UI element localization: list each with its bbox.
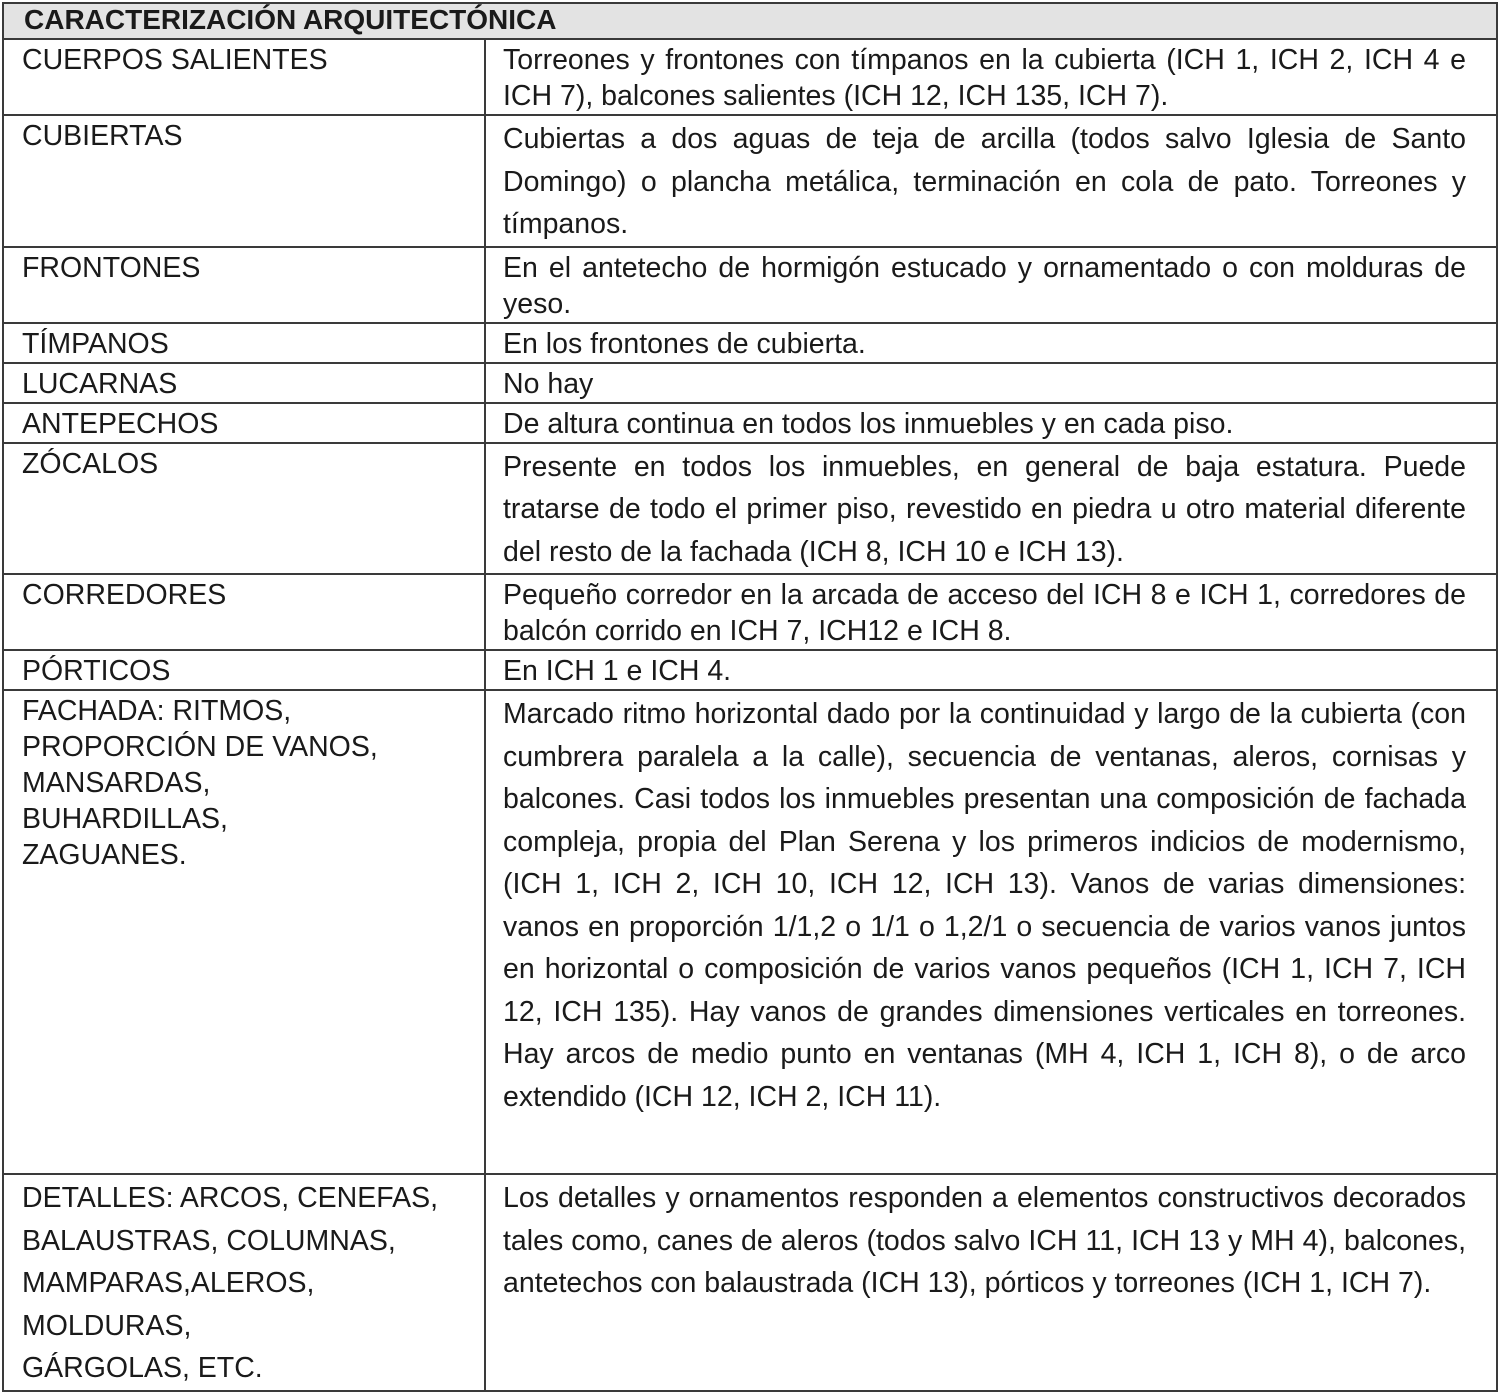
table-row xyxy=(3,363,1497,403)
row-label: CUERPOS SALIENTES xyxy=(3,39,485,115)
row-label: PÓRTICOS xyxy=(3,650,485,690)
table-row xyxy=(3,574,1497,650)
row-label: FACHADA: RITMOS, PROPORCIÓN DE VANOS, MANSARDAS, BUHARDILLAS, ZAGUANES. xyxy=(3,690,485,1174)
row-text: En el antetecho de hormigón estucado y ornamentado o con molduras de yeso. xyxy=(485,247,1497,323)
row-text: Los detalles y ornamentos responden a elementos constructivos decorados tales como, canes de aleros (todos salvo ICH 11, ICH 13 y MH 4), balcones, antetechos con balaustrada (ICH 13), pórticos y torreones (ICH 1, ICH 7). xyxy=(485,1174,1497,1391)
table-row xyxy=(3,115,1497,247)
row-text: No hay xyxy=(485,363,1497,403)
row-text: En ICH 1 e ICH 4. xyxy=(485,650,1497,690)
row-text: De altura continua en todos los inmuebles y en cada piso. xyxy=(485,403,1497,443)
row-text: Pequeño corredor en la arcada de acceso del ICH 8 e ICH 1, corredores de balcón corrido en ICH 7, ICH12 e ICH 8. xyxy=(485,574,1497,650)
row-label: ANTEPECHOS xyxy=(3,403,485,443)
row-label: FRONTONES xyxy=(3,247,485,323)
table-row xyxy=(3,247,1497,323)
row-label: TÍMPANOS xyxy=(3,323,485,363)
row-label: ZÓCALOS xyxy=(3,443,485,575)
architectural-characterization-table xyxy=(2,2,1498,1392)
row-text: En los frontones de cubierta. xyxy=(485,323,1497,363)
row-text: Cubiertas a dos aguas de teja de arcilla (todos salvo Iglesia de Santo Domingo) o plancha metálica, terminación en cola de pato. Torreones y tímpanos. xyxy=(485,115,1497,247)
table-row xyxy=(3,323,1497,363)
table-row xyxy=(3,403,1497,443)
row-text: Presente en todos los inmuebles, en general de baja estatura. Puede tratarse de todo el primer piso, revestido en piedra u otro material diferente del resto de la fachada (ICH 8, ICH 10 e ICH 13). xyxy=(485,443,1497,575)
row-text: Torreones y frontones con tímpanos en la cubierta (ICH 1, ICH 2, ICH 4 e ICH 7), balcones salientes (ICH 12, ICH 135, ICH 7). xyxy=(485,39,1497,115)
row-label: CUBIERTAS xyxy=(3,115,485,247)
row-label: LUCARNAS xyxy=(3,363,485,403)
table-row xyxy=(3,443,1497,575)
table-row xyxy=(3,39,1497,115)
row-label: CORREDORES xyxy=(3,574,485,650)
table-row xyxy=(3,650,1497,690)
table-row xyxy=(3,1174,1497,1391)
document-page xyxy=(2,2,1496,1392)
table-title: CARACTERIZACIÓN ARQUITECTÓNICA xyxy=(3,3,1497,39)
row-label: DETALLES: ARCOS, CENEFAS, BALAUSTRAS, COLUMNAS, MAMPARAS,ALEROS, MOLDURAS, GÁRGOLAS, ETC. xyxy=(3,1174,485,1391)
row-text: Marcado ritmo horizontal dado por la continuidad y largo de la cubierta (con cumbrera paralela a la calle), secuencia de ventanas, aleros, cornisas y balcones. Casi todos los inmuebles presentan una composición de fachada compleja, propia del Plan Serena y los primeros indicios de modernismo, (ICH 1, ICH 2, ICH 10, ICH 12, ICH 13). Vanos de varias dimensiones: vanos en proporción 1/1,2 o 1/1 o 1,2/1 o secuencia de varios vanos juntos en horizontal o composición de varios vanos pequeños (ICH 1, ICH 7, ICH 12, ICH 135). Hay vanos de grandes dimensiones verticales en torreones. Hay arcos de medio punto en ventanas (MH 4, ICH 1, ICH 8), o de arco extendido (ICH 12, ICH 2, ICH 11). xyxy=(485,690,1497,1174)
table-header-row xyxy=(3,3,1497,39)
table-row xyxy=(3,690,1497,1174)
